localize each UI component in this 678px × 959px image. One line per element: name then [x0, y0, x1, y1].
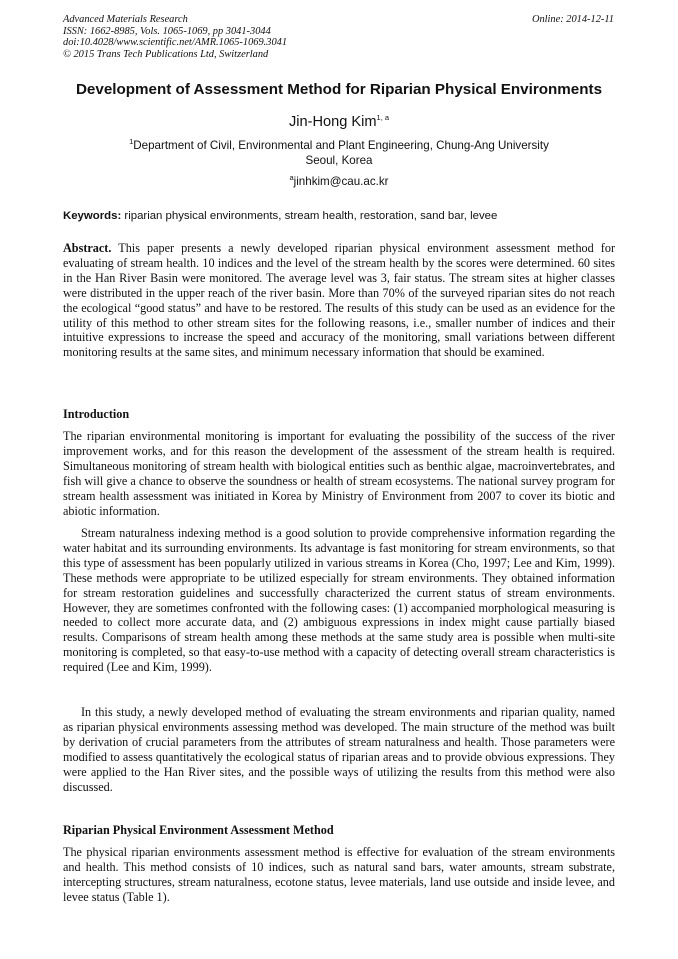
author-sup: 1, a — [376, 113, 390, 123]
affiliation-line2: Seoul, Korea — [305, 154, 373, 167]
author-line — [40, 113, 638, 131]
introduction-paragraph-1: The riparian environmental monitoring is important for evaluating the possibility of the success of the river improvement works, and for this reason the development of the assessment of the stream health is required. Simultaneous monitoring of stream health with biological entities such as benthic algae, macroinvertebrates, and fish will give a chance to observe the soundness or health of stream ecosystems. The national survey program for stream health assessment was initiated in Korea by Ministry of Environment from 2007 to cover its biotic and abiotic information. — [63, 429, 615, 518]
journal-header — [63, 14, 287, 60]
issn-line: ISSN: 1662-8985, Vols. 1065-1069, pp 3041-3044 — [63, 25, 271, 37]
abstract-text: This paper presents a newly developed riparian physical environment assessment method for evaluating of stream health. 10 indices and the level of the stream health by the scores were determined. 60 sites in the Han River Basin were monitored. The average level was 3, fair status. The stream sites at higher classes were distributed in the upper reach of the river basin. More than 70% of the surveyed riparian sites do not reach the ecological “good status” and have to be restored. The results of this study can be used as an evidence for the utility of this method to other stream sites for the following reasons, i.e., smaller number of indices and their intuitive expressions to increase the speed and accuracy of the monitoring, small variations between different monitoring results at the same sites, and minimum necessary information that should be examined. — [63, 241, 616, 360]
author-name: Jin-Hong Kim — [288, 114, 377, 130]
paper-title: Development of Assessment Method for Riparian Physical Environments — [75, 81, 603, 98]
online-date: Online: 2014-12-11 — [531, 14, 614, 25]
keywords-text: riparian physical environments, stream health, restoration, sand bar, levee — [124, 210, 498, 222]
email-sup: a — [289, 173, 294, 183]
keywords — [63, 209, 615, 224]
email-address: jinhkim@cau.ac.kr — [293, 175, 389, 188]
abstract — [63, 241, 615, 360]
method-heading: Riparian Physical Environment Assessment Method — [63, 823, 334, 837]
introduction-paragraph-2: Stream naturalness indexing method is a good solution to provide comprehensive information regarding the water habitat and its surrounding environments. Its advantage is fast monitoring for stream environments, so that this type of assessment has been popularly utilized in various streams in Korea (Cho, 1997; Lee and Kim, 1999). These methods were appropriate to be utilized especially for stream environments. They obtained information for stream restoration guidelines and successfully characterized the current status of stream environments. However, they are sometimes confronted with the following cases: (1) accompanied morphological measuring is needed to collect more accurate data, and (2) ambiguous expressions in index might cause partially biased results. Comparisons of stream health among these methods at the same study area is possible when multi-site monitoring is completed, so that easy-to-use method with a capacity of detecting overall stream characteristics is required (Lee and Kim, 1999). — [63, 526, 615, 675]
keywords-label: Keywords: — [63, 210, 122, 222]
doi-line: doi:10.4028/www.scientific.net/AMR.1065-1069.3041 — [63, 37, 288, 48]
author-email — [40, 174, 638, 189]
abstract-label: Abstract. — [63, 241, 112, 255]
method-paragraph-1: The physical riparian environments assessment method is effective for evaluation of the stream environments and health. This method consists of 10 indices, such as natural sand bars, water amounts, stream substrate, intercepting structures, stream naturalness, ecotone status, levee materials, land use outside and inside levee, and levee status (Table 1). — [63, 845, 615, 904]
affiliation-line1: Department of Civil, Environmental and Plant Engineering, Chung-Ang University — [133, 139, 549, 152]
affiliation — [80, 138, 598, 168]
copyright-line: © 2015 Trans Tech Publications Ltd, Switzerland — [63, 48, 269, 60]
journal-name: Advanced Materials Research — [63, 14, 188, 25]
introduction-heading: Introduction — [63, 407, 130, 421]
affiliation-sup: 1 — [129, 137, 134, 147]
introduction-paragraph-3: In this study, a newly developed method of evaluating the stream environments and riparian quality, named as riparian physical environments assessing method was developed. The main structure of the method was built by derivation of crucial parameters from the attributes of stream naturalness and health. Those parameters were modified to assess quantitatively the ecological status of riparian areas and to provide obvious expressions. They were applied to the Han River sites, and the possible ways of utilizing the results from this method were also discussed. — [63, 705, 615, 794]
